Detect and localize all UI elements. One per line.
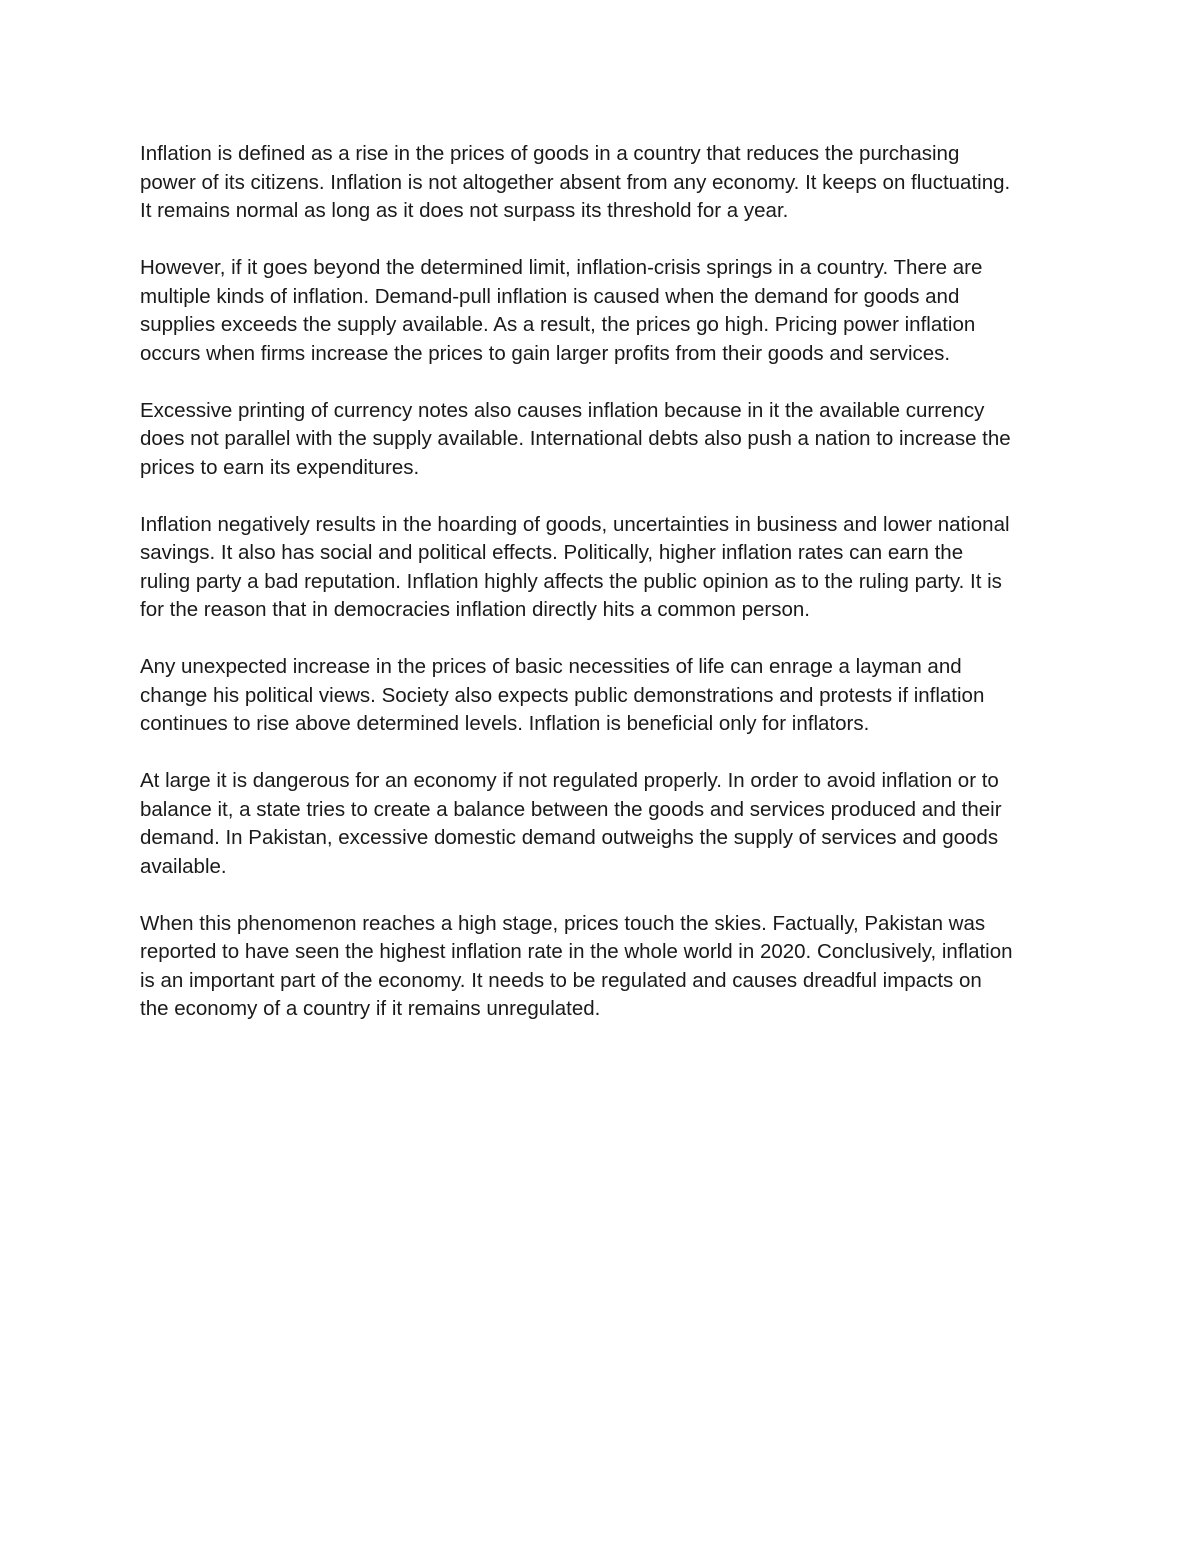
paragraph-line: the economy of a country if it remains unregulated. — [140, 997, 601, 1020]
body-paragraph — [140, 511, 1070, 625]
paragraph-line: balance it, a state tries to create a balance between the goods and services produced and their — [140, 797, 1002, 821]
paragraph-line: It remains normal as long as it does not surpass its threshold for a year. — [140, 199, 789, 222]
paragraph-line: reported to have seen the highest inflation rate in the whole world in 2020. Conclusively, inflation — [140, 940, 1013, 963]
paragraph-line: does not parallel with the supply available. International debts also push a nation to increase the — [140, 427, 1011, 450]
body-paragraph — [140, 140, 1070, 226]
paragraph-line: continues to rise above determined levels. Inflation is beneficial only for inflators. — [140, 712, 870, 735]
paragraph-line: ruling party a bad reputation. Inflation highly affects the public opinion as to the ruling party. It is — [140, 569, 1002, 593]
body-paragraph — [140, 910, 1070, 1024]
body-paragraph — [140, 397, 1070, 483]
paragraph-line: Inflation is defined as a rise in the prices of goods in a country that reduces the purchasing — [140, 142, 960, 165]
paragraph-line: power of its citizens. Inflation is not altogether absent from any economy. It keeps on fluctuating. — [140, 170, 1011, 194]
paragraph-line: multiple kinds of inflation. Demand-pull inflation is caused when the demand for goods and — [140, 284, 960, 308]
paragraph-line: Any unexpected increase in the prices of basic necessities of life can enrage a layman and — [140, 655, 962, 678]
paragraph-line: change his political views. Society also expects public demonstrations and protests if inflation — [140, 683, 985, 707]
paragraph-line: When this phenomenon reaches a high stage, prices touch the skies. Factually, Pakistan was — [140, 911, 986, 935]
body-paragraph — [140, 254, 1070, 368]
document-body — [140, 140, 1070, 1052]
paragraph-line: is an important part of the economy. It needs to be regulated and causes dreadful impacts on — [140, 968, 982, 992]
paragraph-line: Inflation negatively results in the hoarding of goods, uncertainties in business and lower national — [140, 512, 1010, 536]
paragraph-line: demand. In Pakistan, excessive domestic demand outweighs the supply of services and goods — [140, 826, 999, 849]
paragraph-line: occurs when firms increase the prices to gain larger profits from their goods and services. — [140, 341, 951, 365]
body-paragraph — [140, 767, 1070, 881]
paragraph-line: available. — [140, 854, 227, 878]
paragraph-line: However, if it goes beyond the determined limit, inflation-crisis springs in a country. There are — [140, 256, 983, 279]
paragraph-line: Excessive printing of currency notes also causes inflation because in it the available currency — [140, 398, 985, 422]
paragraph-line: prices to earn its expenditures. — [140, 455, 420, 479]
paragraph-line: At large it is dangerous for an economy if not regulated properly. In order to avoid inflation or to — [140, 769, 999, 792]
body-paragraph — [140, 653, 1070, 739]
paragraph-line: savings. It also has social and political effects. Politically, higher inflation rates can earn the — [140, 541, 964, 564]
paragraph-line: for the reason that in democracies inflation directly hits a common person. — [140, 598, 810, 621]
paragraph-line: supplies exceeds the supply available. As a result, the prices go high. Pricing power inflation — [140, 313, 976, 336]
